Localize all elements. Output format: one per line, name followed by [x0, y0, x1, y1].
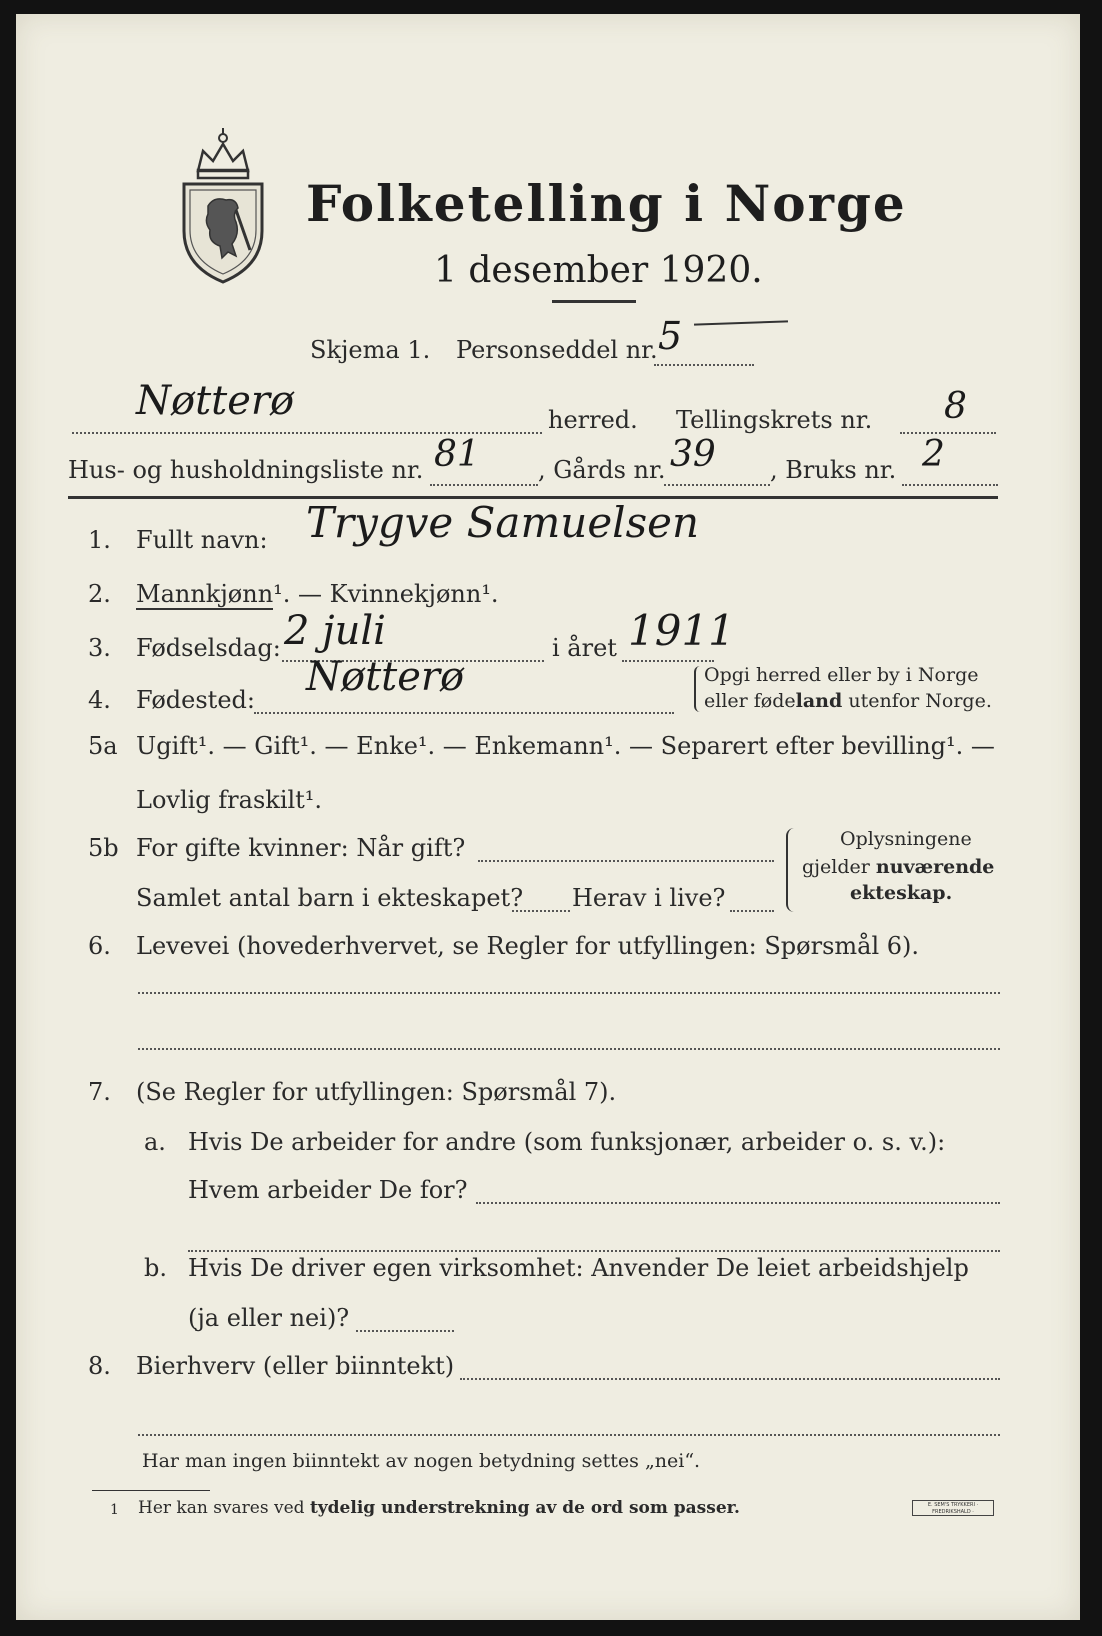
q7-label: (Se Regler for utfyllingen: Spørsmål 7). — [136, 1078, 617, 1106]
form-title: Folketelling i Norge — [306, 174, 907, 233]
alive-line — [730, 910, 774, 912]
employer-line-1 — [476, 1202, 1000, 1204]
birthplace-field[interactable]: Nøtterø — [306, 654, 465, 700]
marital-status-options[interactable]: Ugift¹. — Gift¹. — Enke¹. — Enkemann¹. — Separert efter bevilling¹. — — [136, 732, 995, 760]
q5b-note-1: Oplysningene — [840, 828, 972, 850]
q8-label: Bierhverv (eller biinntekt) — [136, 1352, 455, 1380]
side-income-line-1 — [460, 1378, 1000, 1380]
q5b-brace — [786, 828, 796, 912]
year-label: i året — [552, 634, 617, 662]
tellingskrets-line — [900, 432, 996, 434]
q4-note-2 — [704, 690, 992, 712]
personseddel-number-field[interactable]: 5 — [658, 314, 683, 358]
hired-help-line — [356, 1330, 454, 1332]
q2-number: 2. — [88, 580, 111, 608]
q3-label: Fødselsdag: — [136, 634, 281, 662]
footnote-text — [138, 1498, 740, 1518]
q7a-line-1: Hvis De arbeider for andre (som funksjonær, arbeider o. s. v.): — [188, 1128, 946, 1156]
footnote-divider — [92, 1490, 210, 1491]
q4-note-1: Opgi herred eller by i Norge — [704, 664, 979, 686]
side-income-line-2 — [138, 1434, 1000, 1436]
q5b-married-label: For gifte kvinner: Når gift? — [136, 834, 466, 862]
census-form-page — [16, 14, 1080, 1620]
q7b-letter: b. — [144, 1254, 167, 1282]
bruks-label: , Bruks nr. — [770, 456, 897, 484]
q5b-note-2b: nuværende — [875, 856, 995, 878]
q7a-line-2: Hvem arbeider De for? — [188, 1176, 468, 1204]
q1-label: Fullt navn: — [136, 526, 268, 554]
q5b-alive-label: Herav i live? — [572, 884, 726, 912]
husholdningsliste-field[interactable]: 81 — [434, 434, 480, 475]
norwegian-coat-of-arms-icon — [178, 126, 268, 286]
year-line — [622, 660, 714, 662]
birthday-field[interactable]: 2 juli — [284, 608, 386, 654]
footnote-text-b: tydelig understrekning av de ord som passer. — [309, 1498, 740, 1518]
occupation-line-2 — [138, 1048, 1000, 1050]
marital-status-divorced[interactable]: Lovlig fraskilt¹. — [136, 786, 323, 814]
q4-brace — [694, 666, 702, 712]
male-option[interactable]: Mannkjønn — [136, 580, 274, 608]
herred-field[interactable]: Nøtterø — [136, 378, 295, 424]
q7b-line-2: (ja eller nei)? — [188, 1304, 350, 1332]
q4-label: Fødested: — [136, 686, 255, 714]
skjema-label: Skjema 1. — [310, 336, 431, 364]
married-date-line — [478, 860, 774, 862]
gards-label: , Gårds nr. — [538, 456, 666, 484]
q3-number: 3. — [88, 634, 111, 662]
employer-line-2 — [188, 1250, 1000, 1252]
form-date: 1 desember 1920. — [434, 250, 763, 291]
q5b-children-label: Samlet antal barn i ekteskapet? — [136, 884, 524, 912]
q2-gender-options — [136, 580, 499, 608]
q2-superscript: ¹. — [481, 580, 499, 608]
herred-label: herred. — [548, 406, 638, 434]
q6-number: 6. — [88, 932, 111, 960]
personseddel-label: Personseddel nr. — [456, 336, 658, 364]
gards-line — [664, 484, 770, 486]
personseddel-stroke — [694, 320, 788, 325]
full-name-field[interactable]: Trygve Samuelsen — [306, 498, 700, 547]
printer-stamp-text: E. SEM'S TRYKKERI · FREDRIKSHALD · — [927, 1502, 979, 1515]
footnote-text-a: Her kan svares ved — [138, 1498, 310, 1518]
q2-separator: ¹. — — [273, 580, 330, 608]
personseddel-line — [654, 364, 754, 366]
q5b-note-2 — [802, 856, 994, 878]
female-option[interactable]: Kvinnekjønn — [329, 580, 482, 608]
q5b-number: 5b — [88, 834, 119, 862]
printer-stamp — [912, 1500, 994, 1516]
q4-number: 4. — [88, 686, 111, 714]
q6-label: Levevei (hovederhvervet, se Regler for utfyllingen: Spørsmål 6). — [136, 932, 920, 960]
q8-number: 8. — [88, 1352, 111, 1380]
footnote-number: 1 — [110, 1502, 119, 1518]
tellingskrets-label: Tellingskrets nr. — [676, 406, 873, 434]
gards-field[interactable]: 39 — [670, 434, 716, 475]
q1-number: 1. — [88, 526, 111, 554]
q5b-note-2a: gjelder — [802, 856, 876, 878]
q4-note-2a: eller føde — [704, 690, 796, 712]
husholdningsliste-line — [430, 484, 538, 486]
q5a-number: 5a — [88, 732, 118, 760]
no-income-note: Har man ingen biinntekt av nogen betydning settes „nei“. — [142, 1450, 701, 1472]
children-line — [512, 910, 570, 912]
occupation-line-1 — [138, 992, 1000, 994]
birthplace-line — [254, 712, 674, 714]
q4-note-2c: utenfor Norge. — [842, 690, 992, 712]
birth-year-field[interactable]: 1911 — [628, 606, 735, 655]
q7b-line-1: Hvis De driver egen virksomhet: Anvender De leiet arbeidshjelp — [188, 1254, 969, 1282]
q4-note-2b: land — [795, 690, 843, 712]
bruks-line — [902, 484, 998, 486]
q7-number: 7. — [88, 1078, 111, 1106]
bruks-field[interactable]: 2 — [922, 434, 945, 475]
q5b-note-3: ekteskap. — [850, 882, 953, 904]
tellingskrets-field[interactable]: 8 — [944, 386, 967, 427]
q7a-letter: a. — [144, 1128, 166, 1156]
title-divider — [552, 300, 636, 303]
husholdningsliste-label: Hus- og husholdningsliste nr. — [68, 456, 424, 484]
